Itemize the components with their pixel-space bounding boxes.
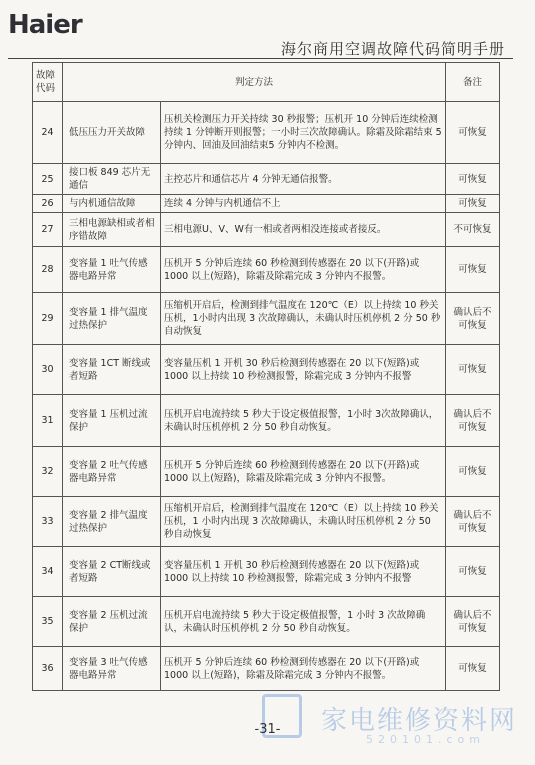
table-row — [33, 213, 500, 247]
watermark-site: 520101.com — [366, 733, 485, 746]
method-cell: 三相电源U、V、W有一相或者两相没连接或者接反。 — [161, 213, 446, 247]
header-code: 故障代码 — [33, 63, 63, 102]
fault-name-cell: 变容量 2 压机过流保护 — [63, 597, 161, 647]
note-cell: 确认后不可恢复 — [446, 597, 500, 647]
code-cell: 36 — [33, 647, 63, 691]
note-cell: 可恢复 — [446, 647, 500, 691]
code-cell: 32 — [33, 447, 63, 497]
table-header-row — [33, 63, 500, 102]
header-method: 判定方法 — [63, 63, 446, 102]
method-cell: 压机开启电流持续 5 秒大于设定极值报警，1小时 3次故障确认，未确认时压机停机 2 分 50 秒自动恢复。 — [161, 395, 446, 447]
method-cell: 变容量压机 1 开机 30 秒后检测到传感器在 20 以下(短路)或 1000 以上持续 10 秒检测报警，除霜完成 3 分钟内不报警 — [161, 345, 446, 395]
table-row — [33, 247, 500, 293]
table-row — [33, 597, 500, 647]
note-cell: 确认后不可恢复 — [446, 293, 500, 345]
method-cell: 变容量压机 1 开机 30 秒后检测到传感器在 20 以下(短路)或 1000 以上持续 10 秒检测报警，除霜完成 3 分钟内不报警 — [161, 547, 446, 597]
note-cell: 可恢复 — [446, 102, 500, 164]
page-number: -31- — [254, 722, 281, 737]
method-cell: 压机关检测压力开关持续 30 秒报警；压机开 10 分钟后连续检测持续 1 分钟断开则报警；一小时三次故障确认。除霜及除霜结束 5 分钟内、回油及回油结束5 分钟内不检测。 — [161, 102, 446, 164]
table-row — [33, 447, 500, 497]
note-cell: 确认后不可恢复 — [446, 497, 500, 547]
method-cell: 主控芯片和通信芯片 4 分钟无通信报警。 — [161, 164, 446, 195]
method-cell: 压机开启电流持续 5 秒大于设定极值报警，1 小时 3 次故障确认，未确认时压机停机 2 分 50 秒自动恢复。 — [161, 597, 446, 647]
code-cell: 30 — [33, 345, 63, 395]
header-rule — [8, 58, 513, 59]
note-cell: 可恢复 — [446, 547, 500, 597]
fault-name-cell: 三相电源缺相或者相序错故障 — [63, 213, 161, 247]
table-row — [33, 345, 500, 395]
code-cell: 34 — [33, 547, 63, 597]
table-row — [33, 547, 500, 597]
method-cell: 压缩机开启后，检测到排气温度在 120℃（E）以上持续 10 秒关压机，1小时内出现 3 次故障确认，未确认时压机停机 2 分 50 秒自动恢复 — [161, 293, 446, 345]
method-cell: 压机开 5 分钟后连续 60 秒检测到传感器在 20 以下(开路)或 1000 以上(短路)，除霜及除霜完成 3 分钟内不报警。 — [161, 647, 446, 691]
haier-logo: Haier — [8, 10, 82, 40]
fault-name-cell: 变容量 2 CT断线或者短路 — [63, 547, 161, 597]
manual-title: 海尔商用空调故障代码简明手册 — [280, 40, 505, 58]
code-cell: 33 — [33, 497, 63, 547]
note-cell: 可恢复 — [446, 164, 500, 195]
note-cell: 可恢复 — [446, 345, 500, 395]
note-cell: 确认后不可恢复 — [446, 395, 500, 447]
watermark-text: 家电维修资料网 — [320, 706, 517, 736]
code-cell: 27 — [33, 213, 63, 247]
method-cell: 压缩机开启后，检测到排气温度在 120℃（E）以上持续 10 秒关压机，1 小时内出现 3 次故障确认，未确认时压机停机 2 分 50 秒自动恢复 — [161, 497, 446, 547]
code-cell: 25 — [33, 164, 63, 195]
note-cell: 可恢复 — [446, 195, 500, 213]
table-row — [33, 293, 500, 345]
table-row — [33, 497, 500, 547]
fault-name-cell: 变容量 1 排气温度过热保护 — [63, 293, 161, 345]
note-cell: 不可恢复 — [446, 213, 500, 247]
code-cell: 29 — [33, 293, 63, 345]
note-cell: 可恢复 — [446, 247, 500, 293]
fault-name-cell: 变容量 1CT 断线或者短路 — [63, 345, 161, 395]
fault-name-cell: 变容量 3 吐气传感器电路异常 — [63, 647, 161, 691]
method-cell: 连续 4 分钟与内机通信不上 — [161, 195, 446, 213]
table-row — [33, 102, 500, 164]
header-note: 备注 — [446, 63, 500, 102]
code-cell: 31 — [33, 395, 63, 447]
table-row — [33, 395, 500, 447]
code-cell: 26 — [33, 195, 63, 213]
method-cell: 压机开 5 分钟后连续 60 秒检测到传感器在 20 以下(开路)或 1000 以上(短路)，除霜及除霜完成 3 分钟内不报警。 — [161, 447, 446, 497]
fault-name-cell: 变容量 2 排气温度过热保护 — [63, 497, 161, 547]
code-cell: 28 — [33, 247, 63, 293]
code-cell: 24 — [33, 102, 63, 164]
table-row — [33, 195, 500, 213]
fault-name-cell: 变容量 1 吐气传感器电路异常 — [63, 247, 161, 293]
fault-name-cell: 低压压力开关故障 — [63, 102, 161, 164]
fault-code-table — [32, 62, 500, 691]
fault-name-cell: 与内机通信故障 — [63, 195, 161, 213]
table-row — [33, 164, 500, 195]
fault-name-cell: 变容量 1 压机过流保护 — [63, 395, 161, 447]
method-cell: 压机开 5 分钟后连续 60 秒检测到传感器在 20 以下(开路)或 1000 以上(短路)，除霜及除霜完成 3 分钟内不报警。 — [161, 247, 446, 293]
code-cell: 35 — [33, 597, 63, 647]
fault-name-cell: 接口板 849 芯片无通信 — [63, 164, 161, 195]
fault-name-cell: 变容量 2 吐气传感器电路异常 — [63, 447, 161, 497]
table-row — [33, 647, 500, 691]
note-cell: 可恢复 — [446, 447, 500, 497]
